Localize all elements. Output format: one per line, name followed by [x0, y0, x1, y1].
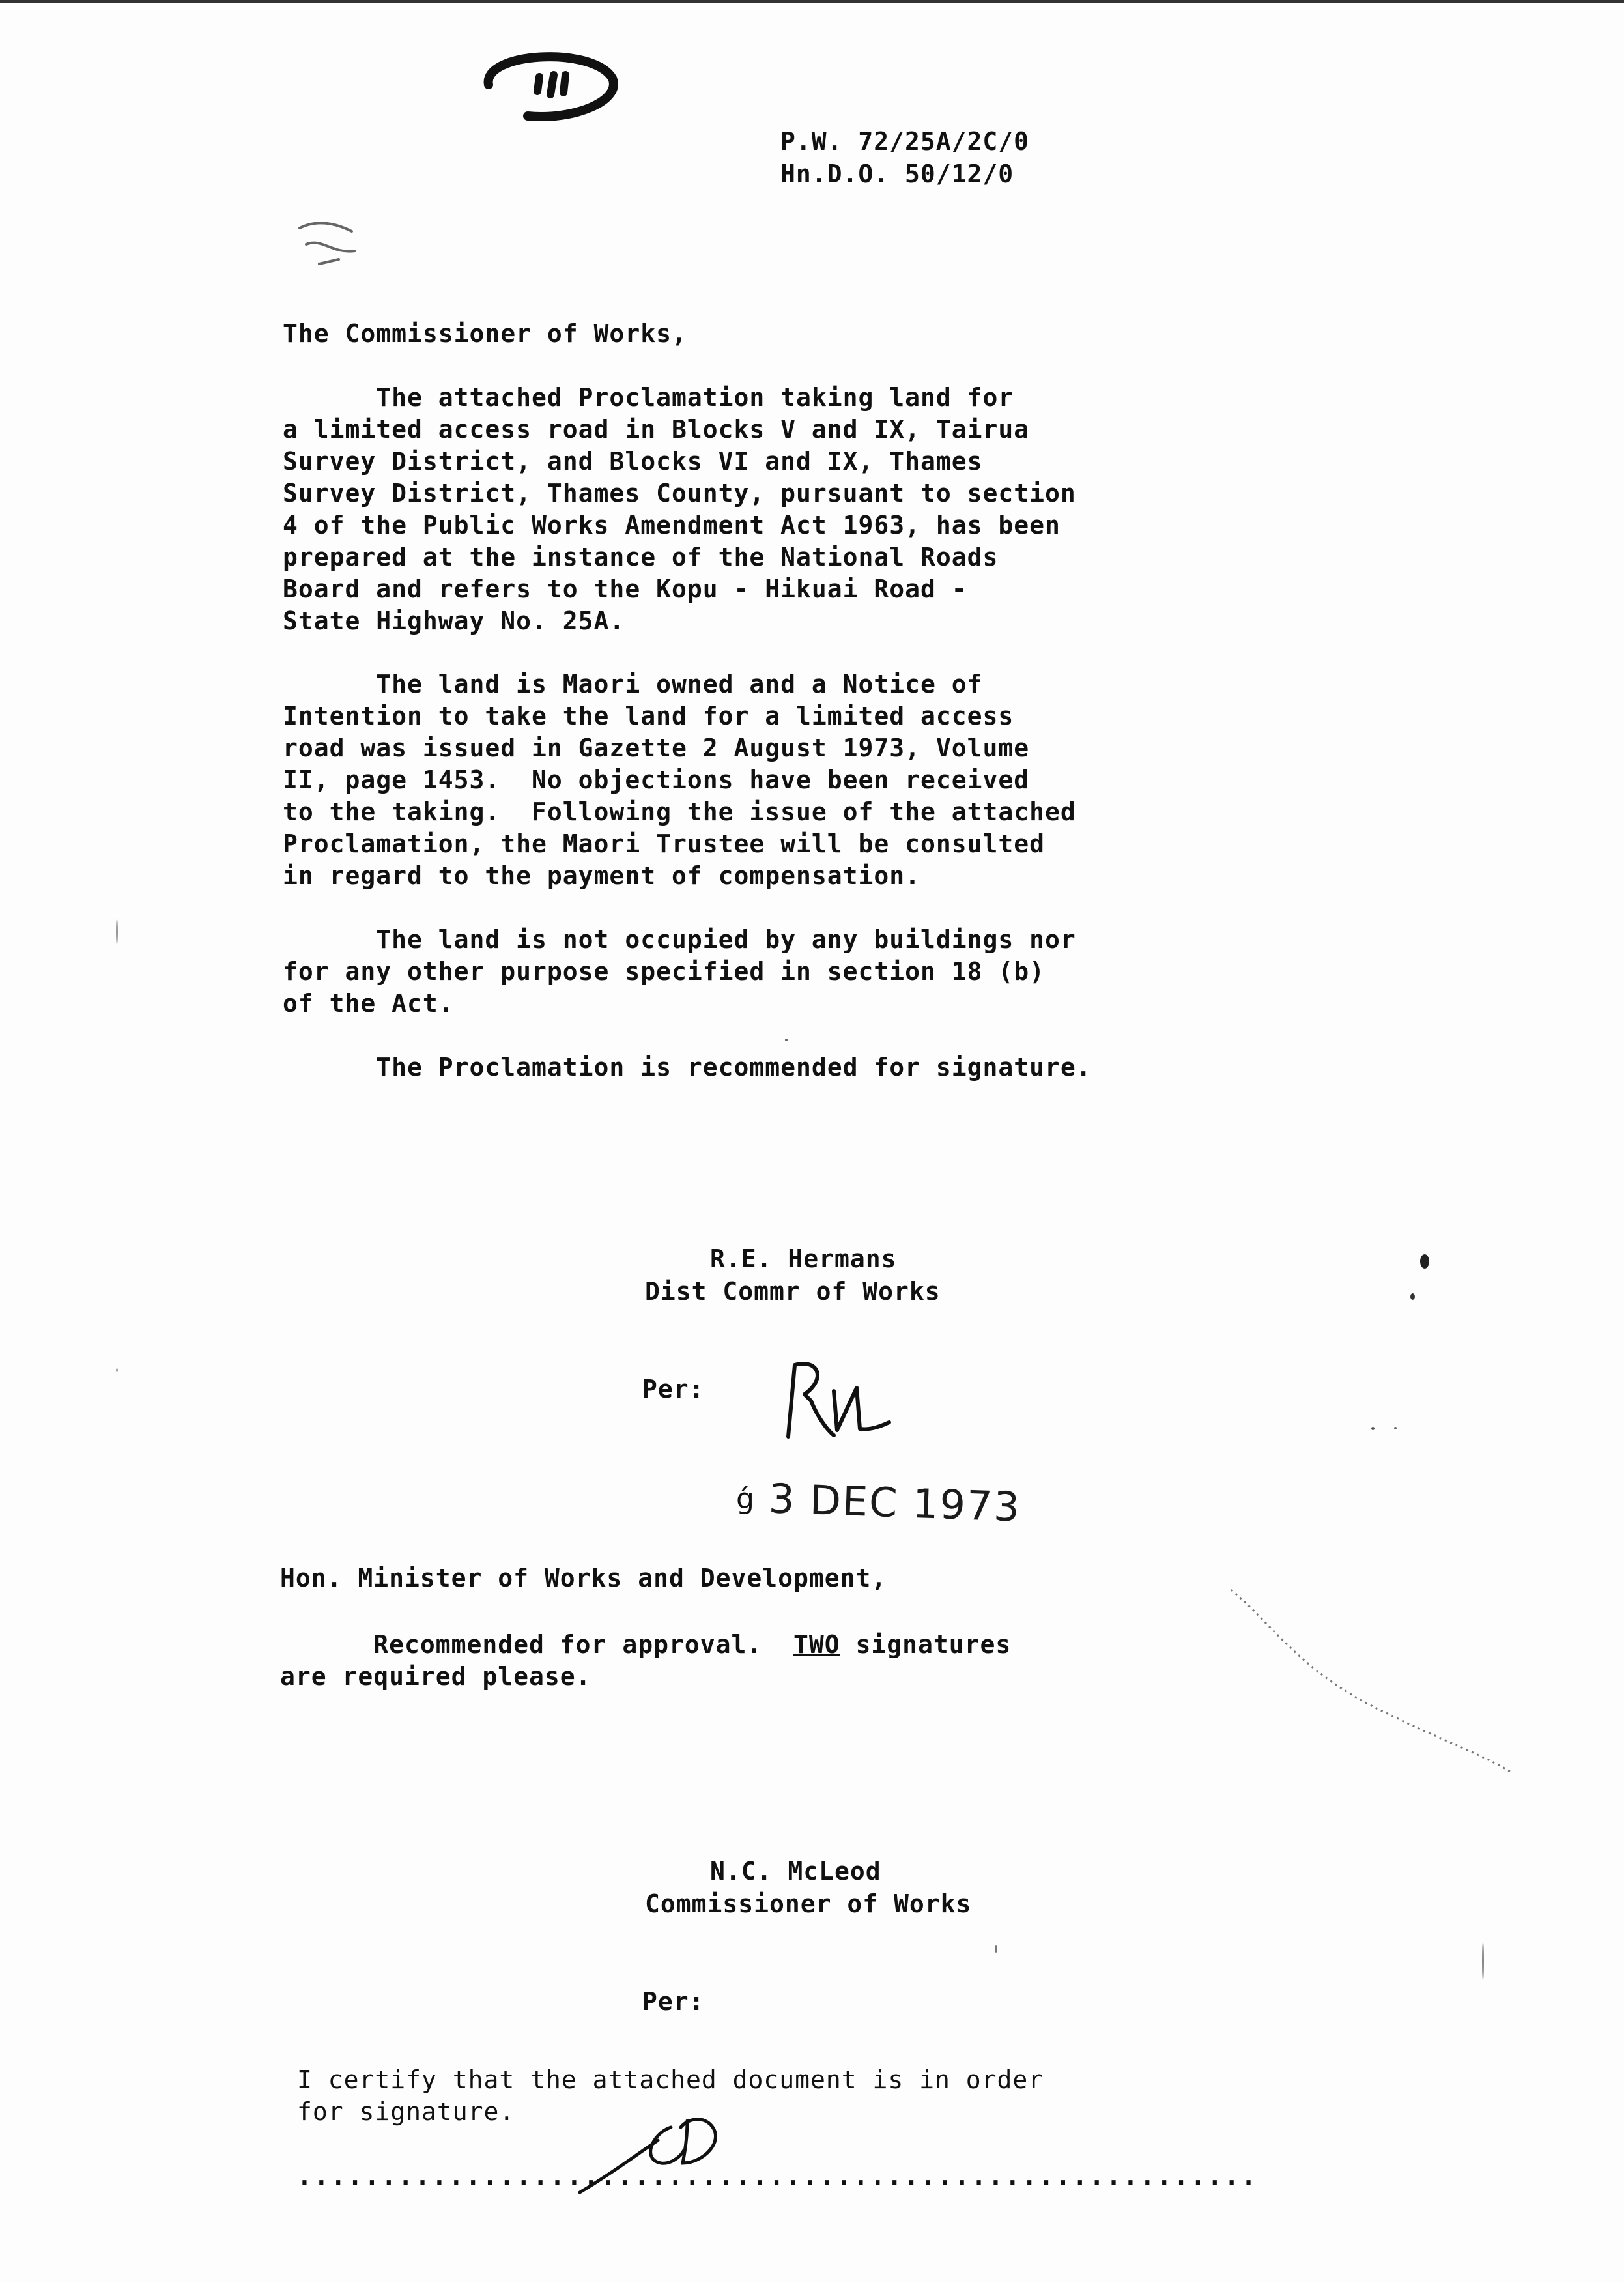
date-stamp: 3 DEC 1973 [767, 1474, 1022, 1531]
scan-speck [1410, 1293, 1415, 1300]
paragraph-recommended: The Proclamation is recommended for signature. [283, 1053, 1092, 1082]
para-line: State Highway No. 25A. [283, 607, 625, 635]
para-line: road was issued in Gazette 2 August 1973, Volume [283, 734, 1030, 762]
scan-speck [116, 919, 118, 945]
scan-speck [995, 1945, 997, 1953]
signatory-2-per-label: Per: [642, 1987, 705, 2016]
signatures-text: signatures [840, 1630, 1012, 1659]
pw-reference: P.W. 72/25A/2C/0 [780, 127, 1030, 156]
para-line: The land is Maori owned and a Notice of [283, 670, 983, 698]
handwritten-signature-1 [772, 1352, 896, 1450]
para-line: The land is not occupied by any buildings nor [283, 925, 1076, 954]
hn-reference: Hn.D.O. 50/12/0 [780, 160, 1014, 188]
signatory-1-name: R.E. Hermans [710, 1244, 897, 1273]
approval-text: Recommended for approval. [280, 1630, 793, 1659]
scan-speck [116, 1368, 118, 1372]
para-line: to the taking. Following the issue of the attached [283, 797, 1076, 826]
handwritten-signature-2 [573, 2101, 769, 2199]
signature-dotted-line: ......................................................... [297, 2162, 1259, 2190]
scan-speck [1371, 1427, 1375, 1430]
signatory-2-name: N.C. McLeod [710, 1857, 881, 1886]
paragraph-approval-line-1 [280, 1630, 1011, 1659]
signatory-2-title: Commissioner of Works [645, 1889, 972, 1918]
scan-speck [1394, 1427, 1397, 1429]
scan-speck [1482, 1942, 1484, 1981]
para-line: Survey District, and Blocks VI and IX, Thames [283, 447, 983, 476]
paragraph-approval-line-2: are required please. [280, 1662, 591, 1691]
para-line: The attached Proclamation taking land for [283, 383, 1014, 412]
circled-page-mark [476, 39, 625, 130]
two-emphasis: TWO [793, 1630, 840, 1659]
para-line: of the Act. [283, 989, 454, 1018]
para-line: Survey District, Thames County, pursuant to section [283, 479, 1076, 508]
scan-artifact-right [1225, 1577, 1518, 1785]
scan-speck [785, 1039, 788, 1041]
signatory-1-title: Dist Commr of Works [645, 1277, 941, 1306]
para-line: a limited access road in Blocks V and IX, Tairua [283, 415, 1030, 444]
scan-speck [1420, 1254, 1429, 1269]
date-stamp-mark: ǵ [736, 1482, 755, 1515]
para-line: in regard to the payment of compensation. [283, 861, 920, 890]
addressee-commissioner: The Commissioner of Works, [283, 319, 687, 348]
para-line: for any other purpose specified in section 18 (b) [283, 957, 1046, 986]
para-line: Intention to take the land for a limited access [283, 702, 1014, 730]
para-line: prepared at the instance of the National Roads [283, 543, 999, 571]
certification-line-1: I certify that the attached document is in order [297, 2065, 1044, 2094]
scribble-mark [293, 215, 371, 274]
addressee-minister: Hon. Minister of Works and Development, [280, 1564, 887, 1592]
para-line: Board and refers to the Kopu - Hikuai Road - [283, 575, 967, 603]
para-line: 4 of the Public Works Amendment Act 1963, has been [283, 511, 1061, 539]
para-line: II, page 1453. No objections have been received [283, 766, 1030, 794]
signatory-1-per-label: Per: [642, 1375, 705, 1403]
para-line: Proclamation, the Maori Trustee will be consulted [283, 829, 1046, 858]
certification-line-2: for signature. [297, 2097, 515, 2126]
scan-edge-top [0, 0, 1624, 3]
